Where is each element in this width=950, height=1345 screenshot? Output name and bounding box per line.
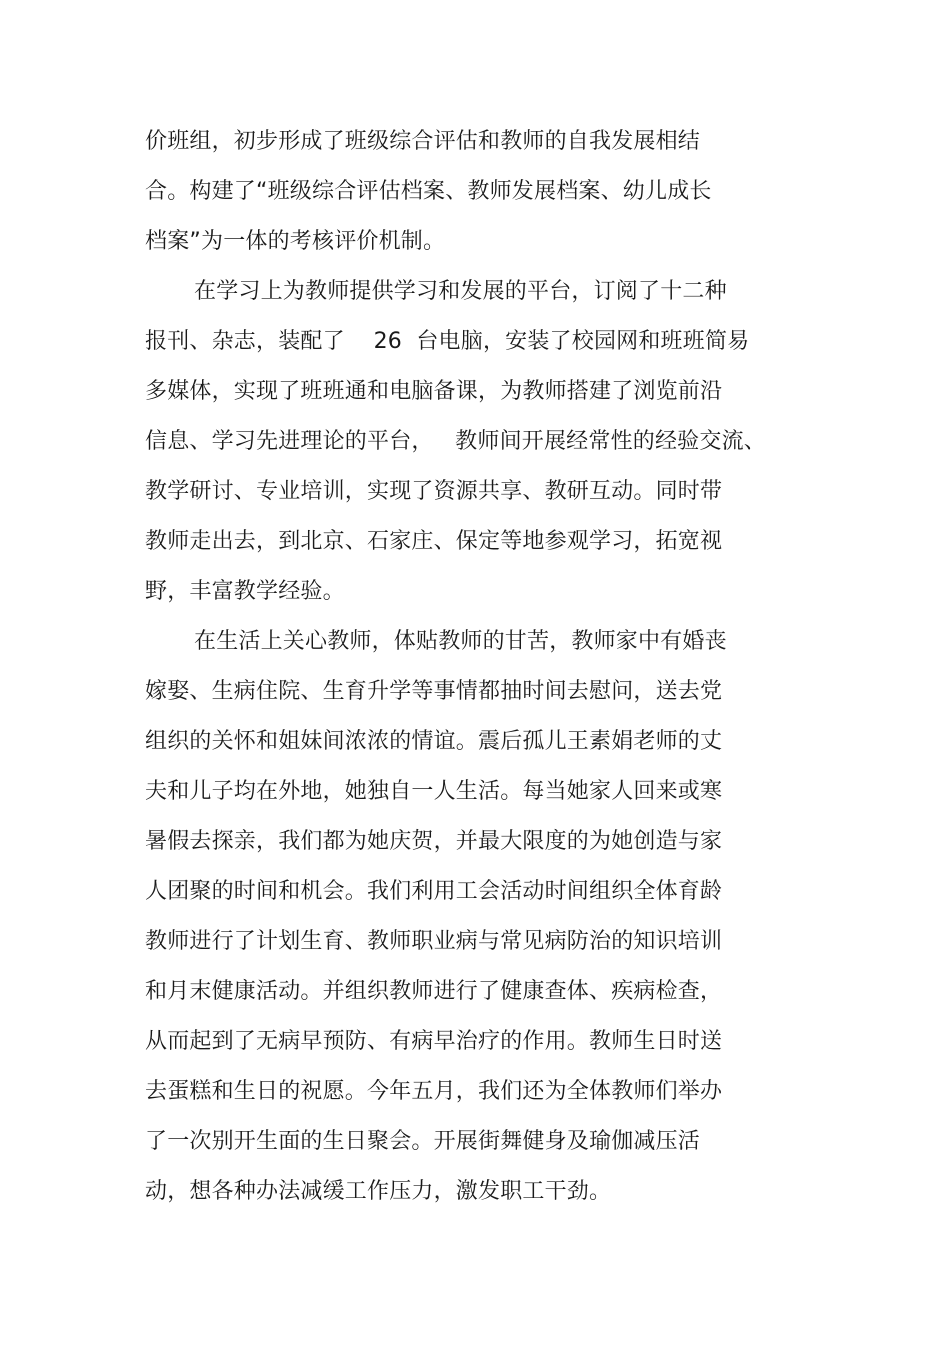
text-line: 嫁娶、生病住院、生育升学等事情都抽时间去慰问，送去党 <box>145 679 723 704</box>
text-line: 信息、学习先进理论的平台， 教师间开展经常性的经验交流、 <box>145 429 766 454</box>
text-line: 去蛋糕和生日的祝愿。今年五月，我们还为全体教师们举办 <box>145 1079 723 1104</box>
text-line: 多媒体，实现了班班通和电脑备课，为教师搭建了浏览前沿 <box>145 379 723 404</box>
text-line: 价班组，初步形成了班级综合评估和教师的自我发展相结 <box>145 129 701 154</box>
text-line: 夫和儿子均在外地，她独自一人生活。每当她家人回来或寒 <box>145 779 723 804</box>
text-line: 人团聚的时间和机会。我们利用工会活动时间组织全体育龄 <box>145 879 723 904</box>
text-line: 动，想各种办法减缓工作压力，激发职工干劲。 <box>145 1179 612 1204</box>
text-line: 报刊、杂志，装配了 26 台电脑，安装了校园网和班班简易 <box>145 329 750 354</box>
text-line: 教学研讨、专业培训，实现了资源共享、教研互动。同时带 <box>145 479 723 504</box>
text-line: 档案”为一体的考核评价机制。 <box>145 229 446 254</box>
text-line: 在生活上关心教师，体贴教师的甘苦，教师家中有婚丧 <box>194 629 727 654</box>
text-line: 了一次别开生面的生日聚会。开展街舞健身及瑜伽减压活 <box>145 1129 701 1154</box>
text-line: 合。构建了“班级综合评估档案、教师发展档案、幼儿成长 <box>145 179 712 204</box>
text-line: 野，丰富教学经验。 <box>145 579 345 604</box>
text-line: 从而起到了无病早预防、有病早治疗的作用。教师生日时送 <box>145 1029 723 1054</box>
text-line: 教师走出去，到北京、石家庄、保定等地参观学习，拓宽视 <box>145 529 723 554</box>
text-line: 在学习上为教师提供学习和发展的平台，订阅了十二种 <box>194 279 727 304</box>
text-line: 和月末健康活动。并组织教师进行了健康查体、疾病检查， <box>145 979 723 1004</box>
text-line: 组织的关怀和姐妹间浓浓的情谊。震后孤儿王素娟老师的丈 <box>145 729 723 754</box>
text-line: 教师进行了计划生育、教师职业病与常见病防治的知识培训 <box>145 929 723 954</box>
text-line: 暑假去探亲，我们都为她庆贺，并最大限度的为她创造与家 <box>145 829 723 854</box>
